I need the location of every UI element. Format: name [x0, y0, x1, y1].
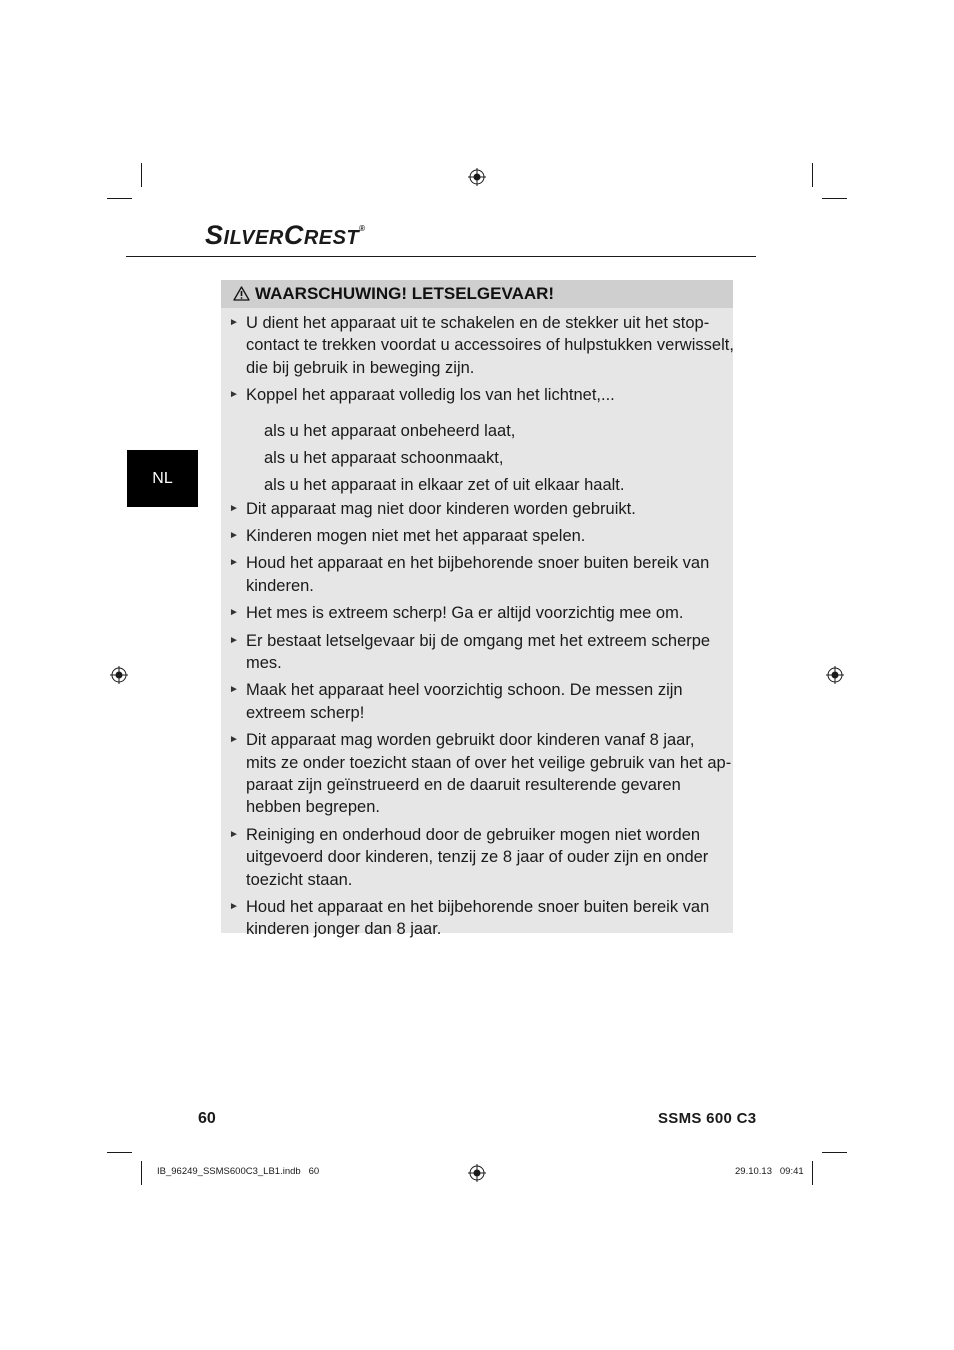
bullet-icon: ►	[229, 530, 239, 541]
warning-item-line: uitgevoerd door kinderen, tenzij ze 8 jaar of ouder zijn en onder	[246, 848, 709, 867]
warning-title-text: WAARSCHUWING! LETSELGEVAAR!	[255, 284, 555, 303]
bullet-icon: ►	[229, 607, 239, 619]
warning-item-line: Houd het apparaat en het bijbehorende snoer buiten bereik van	[246, 898, 710, 916]
warning-item-line: kinderen.	[246, 576, 314, 595]
brand-logo: SILVERCREST®	[205, 220, 366, 250]
bullet-icon: ►	[229, 389, 239, 401]
warning-item-line: Houd het apparaat en het bijbehorende snoer buiten bereik van	[246, 554, 710, 573]
warning-item-line: kinderen jonger dan 8 jaar.	[246, 920, 442, 939]
crop-mark	[812, 1161, 813, 1185]
warning-item-line: Dit apparaat mag niet door kinderen worden gebruikt.	[246, 499, 636, 518]
model-number: SSMS 600 C3	[658, 1110, 757, 1127]
page-number: 60	[198, 1110, 216, 1127]
warning-item-line: Maak het apparaat heel voorzichtig schoon. De messen zijn	[246, 681, 683, 700]
bullet-icon: ►	[229, 557, 239, 569]
registration-mark-icon	[468, 1164, 486, 1182]
warning-item-line: Het mes is extreem scherp! Ga er altijd voorzichtig mee om.	[246, 604, 684, 623]
warning-subitem: als u het apparaat onbeheerd laat,	[264, 421, 516, 440]
registration-mark-icon	[826, 666, 844, 684]
warning-item-line: U dient het apparaat uit te schakelen en de stekker uit het stop-	[246, 314, 710, 332]
bullet-icon: ►	[229, 901, 239, 912]
crop-mark	[822, 198, 847, 199]
crop-mark	[107, 1152, 132, 1153]
file-slug: IB_96249_SSMS600C3_LB1.indb 60	[157, 1166, 320, 1177]
warning-subitem: als u het apparaat schoonmaakt,	[264, 448, 504, 467]
bullet-icon: ►	[229, 684, 239, 696]
warning-item-line: mes.	[246, 654, 282, 672]
crop-mark	[141, 163, 142, 187]
registration-mark-icon	[110, 666, 128, 684]
warning-item-line: Kinderen mogen niet met het apparaat spelen.	[246, 527, 586, 545]
warning-item-line: paraat zijn geïnstrueerd en de daaruit resulterende gevaren	[246, 776, 681, 794]
warning-title	[233, 284, 554, 304]
crop-mark	[107, 198, 132, 199]
language-tab	[127, 450, 198, 507]
bullet-icon: ►	[229, 734, 239, 746]
bullet-icon: ►	[229, 502, 239, 514]
date-slug: 29.10.13 09:41	[735, 1166, 804, 1177]
crop-mark	[141, 1161, 142, 1185]
warning-item-line: Reiniging en onderhoud door de gebruiker mogen niet worden	[246, 825, 701, 844]
bullet-icon: ►	[229, 828, 239, 840]
bullet-icon: ►	[229, 317, 239, 328]
crop-mark	[812, 163, 813, 187]
language-tab-label: NL	[152, 469, 173, 487]
warning-item-line: toezicht staan.	[246, 870, 353, 889]
warning-item-line: hebben begrepen.	[246, 798, 380, 817]
warning-subitem: als u het apparaat in elkaar zet of uit elkaar haalt.	[264, 475, 625, 494]
warning-item-line: die bij gebruik in beweging zijn.	[246, 358, 475, 377]
warning-item-line: mits ze onder toezicht staan of over het veilige gebruik van het ap-	[246, 753, 732, 772]
bullet-icon: ►	[229, 634, 239, 646]
warning-triangle-icon	[233, 286, 250, 301]
warning-item-line: extreem scherp!	[246, 703, 365, 722]
warning-item-line: Er bestaat letselgevaar bij de omgang met het extreem scherpe	[246, 631, 711, 650]
warning-item-line: Dit apparaat mag worden gebruikt door kinderen vanaf 8 jaar,	[246, 731, 695, 750]
header-rule	[126, 256, 756, 257]
registration-mark-icon	[468, 168, 486, 186]
crop-mark	[822, 1152, 847, 1153]
warning-item-line: Koppel het apparaat volledig los van het lichtnet,...	[246, 386, 615, 405]
warning-item-line: contact te trekken voordat u accessoires of hulpstukken verwisselt,	[246, 336, 734, 355]
